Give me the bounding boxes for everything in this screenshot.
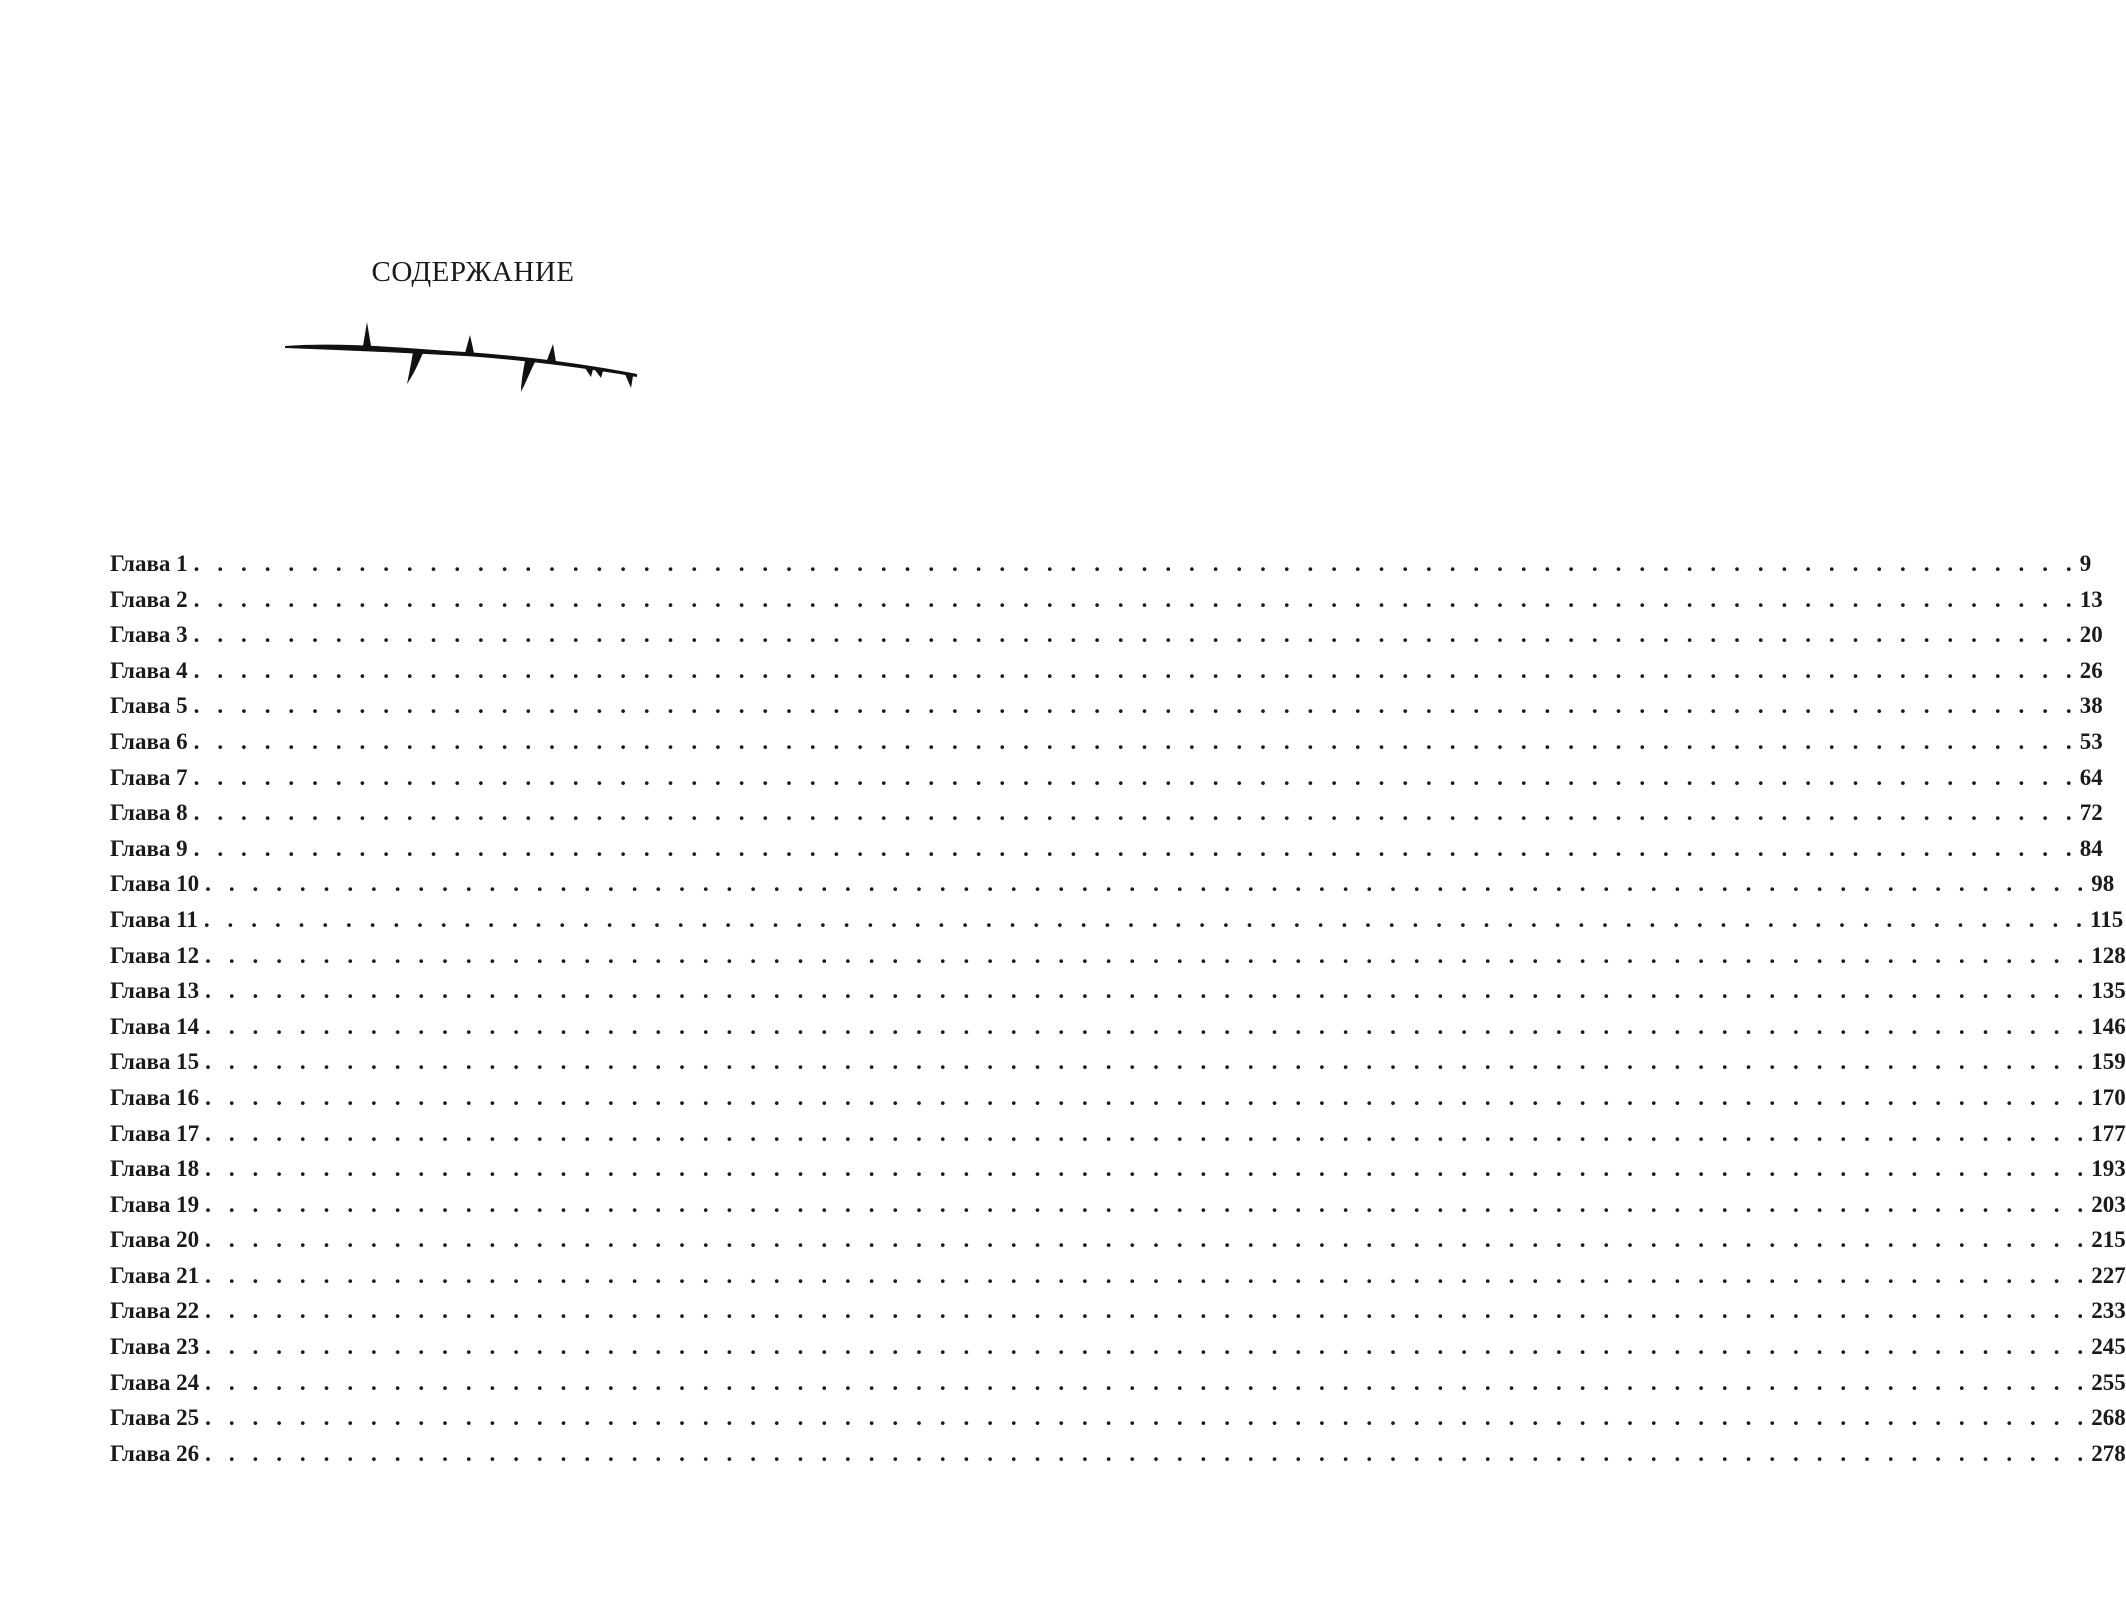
toc-entry-page: 115 — [2090, 906, 2124, 932]
toc-entry-label: Глава 16 — [110, 1084, 200, 1110]
toc-entry-label: Глава 19 — [110, 1191, 200, 1217]
toc-entry-page: 159 — [2091, 1049, 2126, 1075]
toc-entry-page: 278 — [2091, 1440, 2126, 1466]
toc-dot-leader: . . . . . . . . . . . . . . . . . . . . . . . . . . . . . . . . . . . . . . . . . . . . . . . . . . . . . . . . . . . . . . . . . . . . . . . . . . . . . . . . — [205, 1049, 2090, 1075]
toc-dot-leader: . . . . . . . . . . . . . . . . . . . . . . . . . . . . . . . . . . . . . . . . . . . . . . . . . . . . . . . . . . . . . . . . . . . . . . . . . . . . . . . . — [205, 1334, 2090, 1360]
toc-entry-label: Глава 25 — [110, 1405, 200, 1431]
toc-entry-label: Глава 5 — [110, 693, 188, 719]
toc-dot-leader: . . . . . . . . . . . . . . . . . . . . . . . . . . . . . . . . . . . . . . . . . . . . . . . . . . . . . . . . . . . . . . . . . . . . . . . . . . . . . . . . — [193, 728, 2078, 754]
toc-entry — [110, 1293, 2126, 1329]
toc-entry-page: 146 — [2091, 1013, 2126, 1039]
toc-entry — [110, 938, 2126, 974]
toc-dot-leader: . . . . . . . . . . . . . . . . . . . . . . . . . . . . . . . . . . . . . . . . . . . . . . . . . . . . . . . . . . . . . . . . . . . . . . . . . . . . . . . . — [193, 586, 2078, 612]
toc-entry-page: 245 — [2091, 1334, 2126, 1360]
toc-entry-page: 255 — [2091, 1369, 2126, 1395]
toc-dot-leader: . . . . . . . . . . . . . . . . . . . . . . . . . . . . . . . . . . . . . . . . . . . . . . . . . . . . . . . . . . . . . . . . . . . . . . . . . . . . . . . . — [205, 1405, 2090, 1431]
toc-dot-leader: . . . . . . . . . . . . . . . . . . . . . . . . . . . . . . . . . . . . . . . . . . . . . . . . . . . . . . . . . . . . . . . . . . . . . . . . . . . . . . . . — [193, 800, 2078, 826]
toc-dot-leader: . . . . . . . . . . . . . . . . . . . . . . . . . . . . . . . . . . . . . . . . . . . . . . . . . . . . . . . . . . . . . . . . . . . . . . . . . . . . . . . . — [205, 942, 2090, 968]
toc-entry-label: Глава 22 — [110, 1298, 200, 1324]
toc-entry — [110, 1436, 2126, 1472]
toc-dot-leader: . . . . . . . . . . . . . . . . . . . . . . . . . . . . . . . . . . . . . . . . . . . . . . . . . . . . . . . . . . . . . . . . . . . . . . . . . . . . . . . . — [193, 764, 2078, 790]
toc-entry-label: Глава 2 — [110, 586, 188, 612]
toc-dot-leader: . . . . . . . . . . . . . . . . . . . . . . . . . . . . . . . . . . . . . . . . . . . . . . . . . . . . . . . . . . . . . . . . . . . . . . . . . . . . . . . . — [203, 906, 2089, 932]
toc-entry-label: Глава 3 — [110, 622, 188, 648]
toc-entry-page: 128 — [2091, 942, 2126, 968]
toc-entry-page: 64 — [2079, 764, 2103, 790]
toc-entry-page: 53 — [2079, 728, 2103, 754]
toc-entry-page: 193 — [2091, 1156, 2126, 1182]
toc-dot-leader: . . . . . . . . . . . . . . . . . . . . . . . . . . . . . . . . . . . . . . . . . . . . . . . . . . . . . . . . . . . . . . . . . . . . . . . . . . . . . . . . — [205, 1227, 2090, 1253]
toc-entry — [110, 795, 2103, 831]
toc-entry-label: Глава 10 — [110, 871, 200, 897]
toc-dot-leader: . . . . . . . . . . . . . . . . . . . . . . . . . . . . . . . . . . . . . . . . . . . . . . . . . . . . . . . . . . . . . . . . . . . . . . . . . . . . . . . . — [205, 1369, 2090, 1395]
toc-entry — [110, 902, 2124, 938]
toc-entry-label: Глава 8 — [110, 800, 188, 826]
toc-dot-leader: . . . . . . . . . . . . . . . . . . . . . . . . . . . . . . . . . . . . . . . . . . . . . . . . . . . . . . . . . . . . . . . . . . . . . . . . . . . . . . . . — [205, 1191, 2090, 1217]
toc-dot-leader: . . . . . . . . . . . . . . . . . . . . . . . . . . . . . . . . . . . . . . . . . . . . . . . . . . . . . . . . . . . . . . . . . . . . . . . . . . . . . . . . — [205, 871, 2090, 897]
toc-entry-page: 38 — [2079, 693, 2103, 719]
toc-entry-page: 84 — [2079, 835, 2103, 861]
toc-entry — [110, 1080, 2126, 1116]
toc-entry — [110, 1044, 2126, 1080]
toc-entry-page: 98 — [2091, 871, 2115, 897]
toc-entry — [110, 1222, 2126, 1258]
toc-entry — [110, 1365, 2126, 1401]
toc-entry-label: Глава 14 — [110, 1013, 200, 1039]
toc-entry-page: 215 — [2091, 1227, 2126, 1253]
toc-entry-label: Глава 15 — [110, 1049, 200, 1075]
toc-entry — [110, 653, 2103, 689]
toc-dot-leader: . . . . . . . . . . . . . . . . . . . . . . . . . . . . . . . . . . . . . . . . . . . . . . . . . . . . . . . . . . . . . . . . . . . . . . . . . . . . . . . . — [205, 1262, 2090, 1288]
toc-dot-leader: . . . . . . . . . . . . . . . . . . . . . . . . . . . . . . . . . . . . . . . . . . . . . . . . . . . . . . . . . . . . . . . . . . . . . . . . . . . . . . . . — [205, 1084, 2090, 1110]
toc-dot-leader: . . . . . . . . . . . . . . . . . . . . . . . . . . . . . . . . . . . . . . . . . . . . . . . . . . . . . . . . . . . . . . . . . . . . . . . . . . . . . . . . — [205, 1156, 2090, 1182]
toc-entry-label: Глава 23 — [110, 1334, 200, 1360]
toc-entry-page: 177 — [2091, 1120, 2126, 1146]
toc-entry-label: Глава 26 — [110, 1440, 200, 1466]
toc-entry — [110, 546, 2092, 582]
table-of-contents — [110, 546, 2126, 1471]
toc-entry-page: 203 — [2091, 1191, 2126, 1217]
toc-entry-page: 135 — [2091, 978, 2126, 1004]
toc-dot-leader: . . . . . . . . . . . . . . . . . . . . . . . . . . . . . . . . . . . . . . . . . . . . . . . . . . . . . . . . . . . . . . . . . . . . . . . . . . . . . . . . — [193, 693, 2078, 719]
thorny-branch-icon — [285, 322, 655, 402]
toc-entry-page: 9 — [2079, 551, 2092, 576]
toc-entry — [110, 617, 2103, 653]
toc-entry — [110, 1329, 2126, 1365]
toc-entry-label: Глава 4 — [110, 657, 188, 683]
toc-dot-leader: . . . . . . . . . . . . . . . . . . . . . . . . . . . . . . . . . . . . . . . . . . . . . . . . . . . . . . . . . . . . . . . . . . . . . . . . . . . . . . . . — [205, 1013, 2090, 1039]
toc-entry — [110, 1400, 2126, 1436]
toc-dot-leader: . . . . . . . . . . . . . . . . . . . . . . . . . . . . . . . . . . . . . . . . . . . . . . . . . . . . . . . . . . . . . . . . . . . . . . . . . . . . . . . . — [193, 657, 2078, 683]
toc-entry-page: 20 — [2079, 622, 2103, 648]
toc-entry-label: Глава 18 — [110, 1156, 200, 1182]
toc-dot-leader: . . . . . . . . . . . . . . . . . . . . . . . . . . . . . . . . . . . . . . . . . . . . . . . . . . . . . . . . . . . . . . . . . . . . . . . . . . . . . . . . — [205, 978, 2090, 1004]
toc-entry — [110, 1187, 2126, 1223]
toc-dot-leader: . . . . . . . . . . . . . . . . . . . . . . . . . . . . . . . . . . . . . . . . . . . . . . . . . . . . . . . . . . . . . . . . . . . . . . . . . . . . . . . . — [193, 622, 2078, 648]
toc-dot-leader: . . . . . . . . . . . . . . . . . . . . . . . . . . . . . . . . . . . . . . . . . . . . . . . . . . . . . . . . . . . . . . . . . . . . . . . . . . . . . . . . — [193, 551, 2078, 576]
toc-entry-label: Глава 17 — [110, 1120, 200, 1146]
toc-entry — [110, 688, 2103, 724]
toc-entry-page: 233 — [2091, 1298, 2126, 1324]
toc-entry-page: 268 — [2091, 1405, 2126, 1431]
toc-entry — [110, 760, 2103, 796]
toc-entry — [110, 1258, 2126, 1294]
toc-entry — [110, 831, 2103, 867]
toc-entry-label: Глава 9 — [110, 835, 188, 861]
toc-entry-page: 170 — [2091, 1084, 2126, 1110]
toc-entry — [110, 582, 2103, 618]
toc-dot-leader: . . . . . . . . . . . . . . . . . . . . . . . . . . . . . . . . . . . . . . . . . . . . . . . . . . . . . . . . . . . . . . . . . . . . . . . . . . . . . . . . — [193, 835, 2078, 861]
toc-entry-label: Глава 1 — [110, 551, 188, 576]
toc-dot-leader: . . . . . . . . . . . . . . . . . . . . . . . . . . . . . . . . . . . . . . . . . . . . . . . . . . . . . . . . . . . . . . . . . . . . . . . . . . . . . . . . — [205, 1120, 2090, 1146]
toc-entry — [110, 1151, 2126, 1187]
toc-entry-label: Глава 6 — [110, 728, 188, 754]
toc-entry-page: 72 — [2079, 800, 2103, 826]
toc-entry-label: Глава 7 — [110, 764, 188, 790]
page-title: СОДЕРЖАНИЕ — [371, 256, 575, 288]
toc-dot-leader: . . . . . . . . . . . . . . . . . . . . . . . . . . . . . . . . . . . . . . . . . . . . . . . . . . . . . . . . . . . . . . . . . . . . . . . . . . . . . . . . — [205, 1298, 2090, 1324]
toc-entry-label: Глава 11 — [110, 906, 198, 932]
toc-entry — [110, 973, 2126, 1009]
toc-entry-label: Глава 12 — [110, 942, 200, 968]
toc-entry-label: Глава 20 — [110, 1227, 200, 1253]
toc-entry — [110, 866, 2115, 902]
toc-entry-label: Глава 21 — [110, 1262, 200, 1288]
toc-dot-leader: . . . . . . . . . . . . . . . . . . . . . . . . . . . . . . . . . . . . . . . . . . . . . . . . . . . . . . . . . . . . . . . . . . . . . . . . . . . . . . . . — [205, 1440, 2090, 1466]
toc-entry-label: Глава 13 — [110, 978, 200, 1004]
toc-entry — [110, 724, 2103, 760]
toc-entry-page: 26 — [2079, 657, 2103, 683]
toc-entry-page: 227 — [2091, 1262, 2126, 1288]
toc-entry-page: 13 — [2079, 586, 2103, 612]
toc-entry — [110, 1009, 2126, 1045]
toc-entry — [110, 1116, 2126, 1152]
toc-entry-label: Глава 24 — [110, 1369, 200, 1395]
